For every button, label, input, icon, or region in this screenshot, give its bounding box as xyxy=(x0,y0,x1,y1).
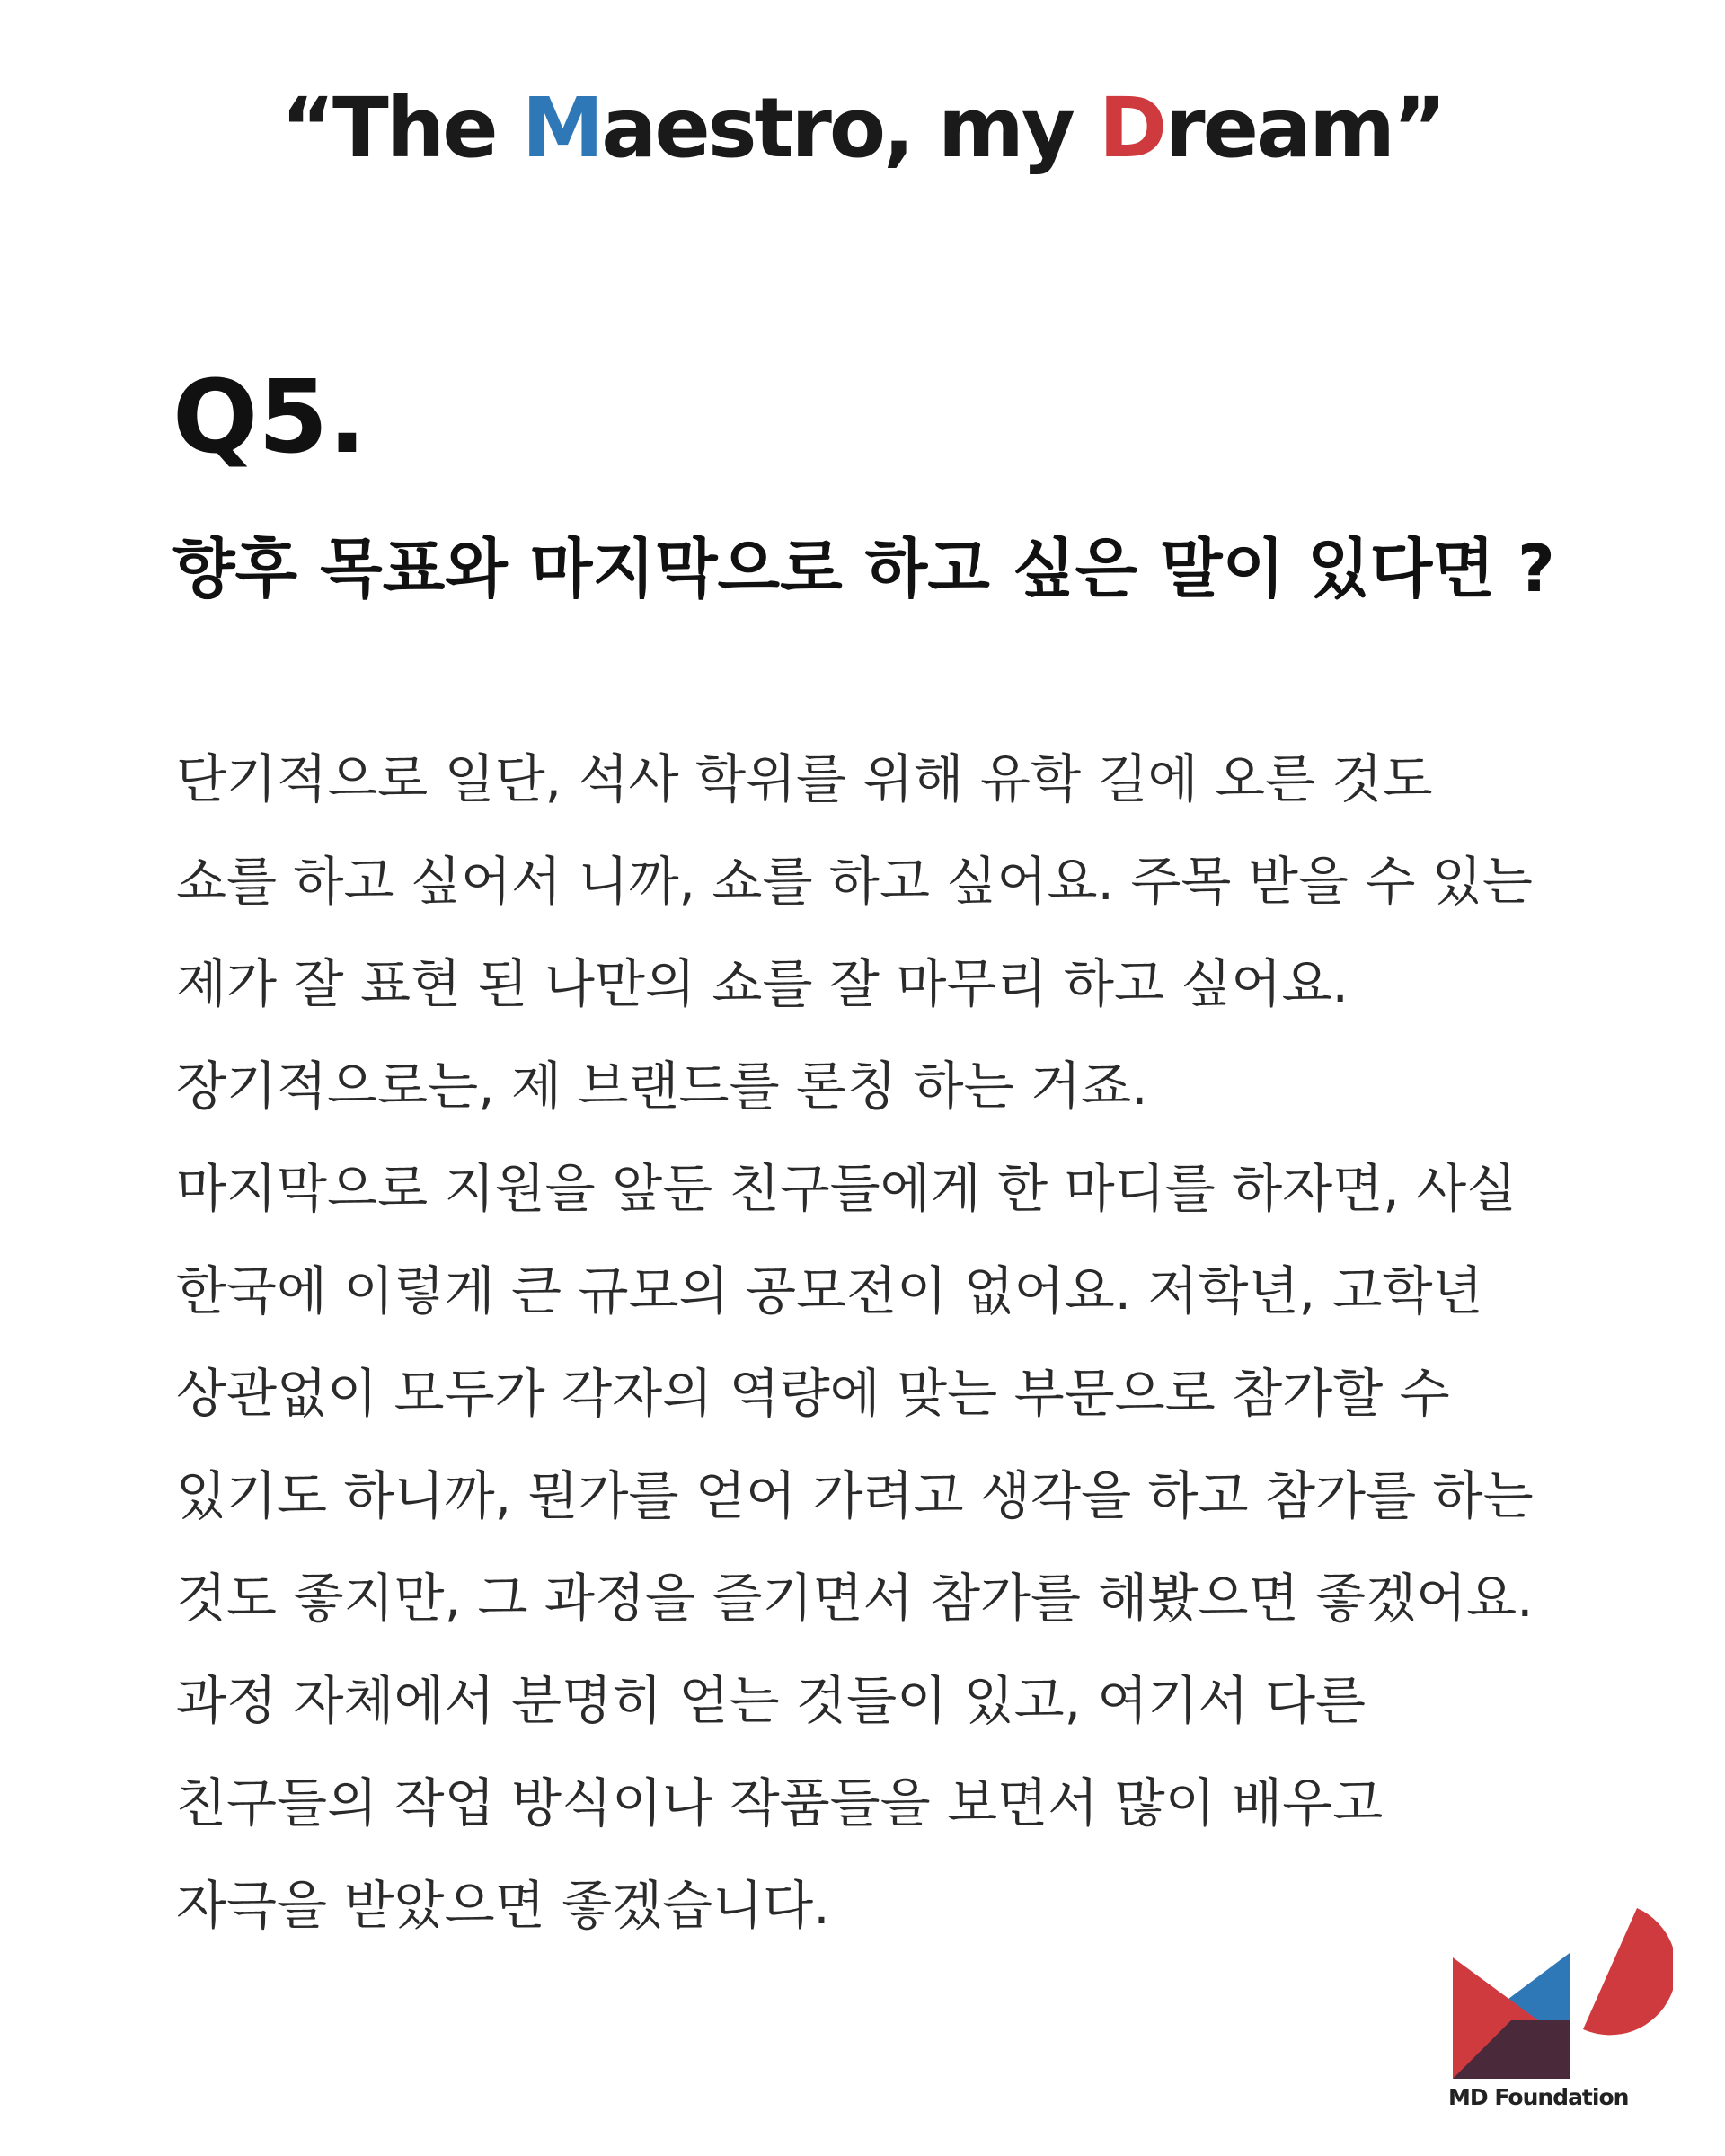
answer-line: 자극을 받았으면 좋겠습니다. xyxy=(176,1875,830,1936)
answer-body xyxy=(176,728,1578,1957)
answer-line: 쇼를 하고 싶어서 니까, 쇼를 하고 싶어요. 주목 받을 수 있는 xyxy=(176,851,1533,912)
answer-line: 있기도 하니까, 뭔가를 얻어 가려고 생각을 하고 참가를 하는 xyxy=(176,1465,1534,1526)
answer-line: 친구들의 작업 방식이나 작품들을 보면서 많이 배우고 xyxy=(176,1772,1384,1833)
headline-letter-d: D xyxy=(1098,80,1165,176)
answer-line: 것도 좋지만, 그 과정을 즐기면서 참가를 해봤으면 좋겠어요. xyxy=(176,1568,1534,1629)
answer-line: 마지막으로 지원을 앞둔 친구들에게 한 마디를 하자면, 사실 xyxy=(176,1158,1517,1219)
answer-line: 과정 자체에서 분명히 얻는 것들이 있고, 여기서 다른 xyxy=(176,1670,1367,1731)
md-foundation-logo xyxy=(1448,1908,1673,2116)
answer-line: 장기적으로는, 제 브랜드를 론칭 하는 거죠. xyxy=(176,1056,1148,1117)
headline-aestro: aestro, my xyxy=(601,80,1099,176)
answer-line: 제가 잘 표현 된 나만의 쇼를 잘 마무리 하고 싶어요. xyxy=(176,953,1349,1014)
answer-line: 단기적으로 일단, 석사 학위를 위해 유학 길에 오른 것도 xyxy=(176,748,1433,809)
open-quote: “ xyxy=(280,80,332,176)
question-title: 향후 목표와 마지막으로 하고 싶은 말이 있다면 ? xyxy=(172,531,1555,606)
answer-line: 한국에 이렇게 큰 규모의 공모전이 없어요. 저학년, 고학년 xyxy=(176,1260,1483,1321)
question-number: Q5. xyxy=(172,359,367,476)
close-quote: ” xyxy=(1392,80,1445,176)
headline-ream: ream xyxy=(1164,80,1393,176)
headline-letter-m: M xyxy=(521,80,602,176)
logo-text: MD Foundation xyxy=(1448,2084,1629,2110)
headline-the: The xyxy=(332,80,522,176)
answer-line: 상관없이 모두가 각자의 역량에 맞는 부문으로 참가할 수 xyxy=(176,1363,1450,1424)
md-logo-mark-icon xyxy=(1448,1908,1673,2079)
headline-quote xyxy=(0,70,1725,187)
